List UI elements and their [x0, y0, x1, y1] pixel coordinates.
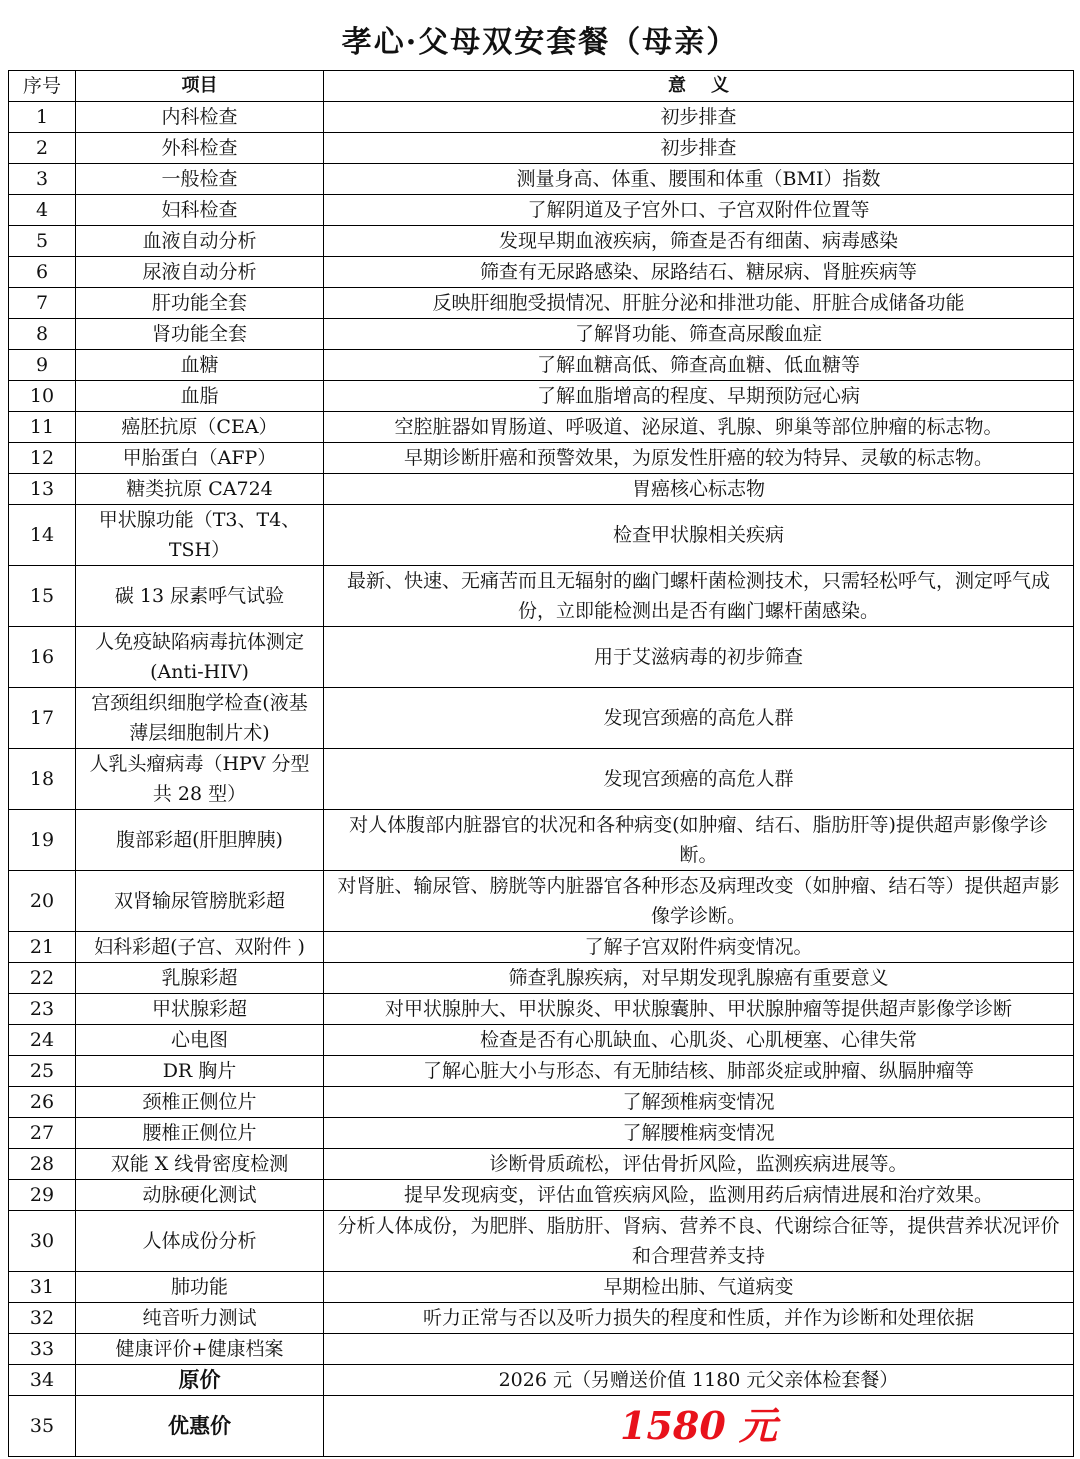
cell-meaning: 对肾脏、输尿管、膀胱等内脏器官各种形态及病理改变（如肿瘤、结石等）提供超声影像学诊断。 [324, 871, 1074, 932]
cell-meaning: 了解血脂增高的程度、早期预防冠心病 [324, 381, 1074, 412]
cell-meaning: 了解心脏大小与形态、有无肺结核、肺部炎症或肿瘤、纵膈肿瘤等 [324, 1056, 1074, 1087]
cell-item: 血脂 [76, 381, 324, 412]
cell-item: 妇科检查 [76, 195, 324, 226]
table-row [9, 1118, 1074, 1149]
header-meaning: 意 义 [324, 71, 1074, 102]
table-row [9, 319, 1074, 350]
table-row [9, 195, 1074, 226]
cell-item: 甲状腺功能（T3、T4、TSH） [76, 505, 324, 566]
cell-no: 27 [9, 1118, 76, 1149]
cell-no: 13 [9, 474, 76, 505]
cell-no: 18 [9, 749, 76, 810]
cell-item: 碳 13 尿素呼气试验 [76, 566, 324, 627]
package-table [8, 70, 1074, 1457]
cell-item: 颈椎正侧位片 [76, 1087, 324, 1118]
cell-item: 一般检查 [76, 164, 324, 195]
cell-no: 3 [9, 164, 76, 195]
cell-no: 22 [9, 963, 76, 994]
table-row [9, 164, 1074, 195]
table-row [9, 412, 1074, 443]
table-row [9, 1087, 1074, 1118]
cell-item: 人乳头瘤病毒（HPV 分型共 28 型） [76, 749, 324, 810]
promo-price: 1580 元 [620, 1403, 777, 1448]
table-row [9, 994, 1074, 1025]
table-row [9, 1334, 1074, 1365]
cell-meaning: 发现早期血液疾病，筛查是否有细菌、病毒感染 [324, 226, 1074, 257]
cell-no: 8 [9, 319, 76, 350]
cell-no: 16 [9, 627, 76, 688]
table-row [9, 1303, 1074, 1334]
cell-no: 32 [9, 1303, 76, 1334]
cell-meaning: 提早发现病变，评估血管疾病风险，监测用药后病情进展和治疗效果。 [324, 1180, 1074, 1211]
cell-no: 25 [9, 1056, 76, 1087]
table-row [9, 1211, 1074, 1272]
table-row [9, 350, 1074, 381]
cell-meaning: 检查是否有心肌缺血、心肌炎、心肌梗塞、心律失常 [324, 1025, 1074, 1056]
cell-item: 妇科彩超(子宫、双附件 ) [76, 932, 324, 963]
cell-item: 双能 X 线骨密度检测 [76, 1149, 324, 1180]
table-row [9, 963, 1074, 994]
cell-item: 内科检查 [76, 102, 324, 133]
cell-meaning: 初步排查 [324, 102, 1074, 133]
cell-item: DR 胸片 [76, 1056, 324, 1087]
cell-item: 人体成份分析 [76, 1211, 324, 1272]
promo-value [324, 1396, 1074, 1457]
table-row [9, 1025, 1074, 1056]
cell-meaning: 发现宫颈癌的高危人群 [324, 688, 1074, 749]
cell-no: 24 [9, 1025, 76, 1056]
cell-item: 腰椎正侧位片 [76, 1118, 324, 1149]
cell-no: 2 [9, 133, 76, 164]
table-row [9, 1272, 1074, 1303]
cell-item: 甲状腺彩超 [76, 994, 324, 1025]
cell-item: 腹部彩超(肝胆脾胰) [76, 810, 324, 871]
cell-no: 12 [9, 443, 76, 474]
cell-meaning: 早期诊断肝癌和预警效果，为原发性肝癌的较为特异、灵敏的标志物。 [324, 443, 1074, 474]
cell-no: 20 [9, 871, 76, 932]
cell-no: 10 [9, 381, 76, 412]
cell-meaning: 了解腰椎病变情况 [324, 1118, 1074, 1149]
price-value: 2026 元（另赠送价值 1180 元父亲体检套餐） [324, 1365, 1074, 1396]
price-label: 原价 [76, 1365, 324, 1396]
cell-item: 肝功能全套 [76, 288, 324, 319]
table-row [9, 627, 1074, 688]
cell-item: 乳腺彩超 [76, 963, 324, 994]
header-row [9, 71, 1074, 102]
cell-meaning: 对人体腹部内脏器官的状况和各种病变(如肿瘤、结石、脂肪肝等)提供超声影像学诊断。 [324, 810, 1074, 871]
cell-item: 肺功能 [76, 1272, 324, 1303]
cell-item: 心电图 [76, 1025, 324, 1056]
cell-no: 34 [9, 1365, 76, 1396]
cell-meaning: 筛查乳腺疾病，对早期发现乳腺癌有重要意义 [324, 963, 1074, 994]
cell-item: 人免疫缺陷病毒抗体测定(Anti-HIV) [76, 627, 324, 688]
table-row [9, 102, 1074, 133]
promo-row [9, 1396, 1074, 1457]
cell-no: 29 [9, 1180, 76, 1211]
cell-item: 血液自动分析 [76, 226, 324, 257]
cell-no: 1 [9, 102, 76, 133]
cell-meaning: 分析人体成份，为肥胖、脂肪肝、肾病、营养不良、代谢综合征等，提供营养状况评价和合理营养支持 [324, 1211, 1074, 1272]
table-row [9, 810, 1074, 871]
table-row [9, 688, 1074, 749]
cell-meaning: 早期检出肺、气道病变 [324, 1272, 1074, 1303]
cell-item: 甲胎蛋白（AFP） [76, 443, 324, 474]
table-row [9, 133, 1074, 164]
cell-no: 7 [9, 288, 76, 319]
cell-meaning: 听力正常与否以及听力损失的程度和性质，并作为诊断和处理依据 [324, 1303, 1074, 1334]
header-no: 序号 [9, 71, 76, 102]
cell-item: 健康评价+健康档案 [76, 1334, 324, 1365]
table-row [9, 505, 1074, 566]
cell-no: 14 [9, 505, 76, 566]
cell-meaning: 测量身高、体重、腰围和体重（BMI）指数 [324, 164, 1074, 195]
cell-no: 21 [9, 932, 76, 963]
cell-meaning: 最新、快速、无痛苦而且无辐射的幽门螺杆菌检测技术，只需轻松呼气，测定呼气成份，立即能检测出是否有幽门螺杆菌感染。 [324, 566, 1074, 627]
title-row [8, 8, 1072, 71]
table-row [9, 749, 1074, 810]
cell-meaning: 反映肝细胞受损情况、肝脏分泌和排泄功能、肝脏合成储备功能 [324, 288, 1074, 319]
table-body [9, 102, 1074, 1457]
table-row [9, 566, 1074, 627]
cell-no: 30 [9, 1211, 76, 1272]
cell-meaning: 初步排查 [324, 133, 1074, 164]
table-row [9, 1149, 1074, 1180]
cell-no: 31 [9, 1272, 76, 1303]
cell-no: 15 [9, 566, 76, 627]
cell-item: 双肾输尿管膀胱彩超 [76, 871, 324, 932]
cell-no: 19 [9, 810, 76, 871]
cell-item: 糖类抗原 CA724 [76, 474, 324, 505]
cell-item: 宫颈组织细胞学检查(液基薄层细胞制片术) [76, 688, 324, 749]
cell-no: 11 [9, 412, 76, 443]
cell-no: 35 [9, 1396, 76, 1457]
cell-meaning: 对甲状腺肿大、甲状腺炎、甲状腺囊肿、甲状腺肿瘤等提供超声影像学诊断 [324, 994, 1074, 1025]
cell-meaning: 胃癌核心标志物 [324, 474, 1074, 505]
cell-meaning: 了解颈椎病变情况 [324, 1087, 1074, 1118]
table-row [9, 288, 1074, 319]
cell-meaning: 了解肾功能、筛查高尿酸血症 [324, 319, 1074, 350]
cell-no: 5 [9, 226, 76, 257]
cell-meaning: 筛查有无尿路感染、尿路结石、糖尿病、肾脏疾病等 [324, 257, 1074, 288]
table-row [9, 1056, 1074, 1087]
cell-item: 血糖 [76, 350, 324, 381]
price-row [9, 1365, 1074, 1396]
cell-no: 33 [9, 1334, 76, 1365]
cell-meaning: 空腔脏器如胃肠道、呼吸道、泌尿道、乳腺、卵巢等部位肿瘤的标志物。 [324, 412, 1074, 443]
cell-item: 纯音听力测试 [76, 1303, 324, 1334]
table-row [9, 381, 1074, 412]
cell-item: 癌胚抗原（CEA） [76, 412, 324, 443]
cell-meaning: 用于艾滋病毒的初步筛查 [324, 627, 1074, 688]
page-title: 孝心·父母双安套餐（母亲） [341, 25, 739, 60]
cell-no: 28 [9, 1149, 76, 1180]
cell-meaning: 了解子宫双附件病变情况。 [324, 932, 1074, 963]
cell-item: 外科检查 [76, 133, 324, 164]
cell-no: 23 [9, 994, 76, 1025]
cell-item: 肾功能全套 [76, 319, 324, 350]
cell-item: 尿液自动分析 [76, 257, 324, 288]
table-row [9, 871, 1074, 932]
cell-no: 17 [9, 688, 76, 749]
cell-meaning: 发现宫颈癌的高危人群 [324, 749, 1074, 810]
table-row [9, 1180, 1074, 1211]
cell-no: 6 [9, 257, 76, 288]
cell-meaning [324, 1334, 1074, 1365]
cell-meaning: 检查甲状腺相关疾病 [324, 505, 1074, 566]
cell-item: 动脉硬化测试 [76, 1180, 324, 1211]
table-row [9, 474, 1074, 505]
table-row [9, 443, 1074, 474]
header-item: 项目 [76, 71, 324, 102]
cell-meaning: 了解血糖高低、筛查高血糖、低血糖等 [324, 350, 1074, 381]
table-row [9, 226, 1074, 257]
promo-label: 优惠价 [76, 1396, 324, 1457]
cell-meaning: 了解阴道及子宫外口、子宫双附件位置等 [324, 195, 1074, 226]
cell-no: 9 [9, 350, 76, 381]
table-row [9, 932, 1074, 963]
cell-no: 4 [9, 195, 76, 226]
cell-no: 26 [9, 1087, 76, 1118]
table-row [9, 257, 1074, 288]
cell-meaning: 诊断骨质疏松，评估骨折风险，监测疾病进展等。 [324, 1149, 1074, 1180]
